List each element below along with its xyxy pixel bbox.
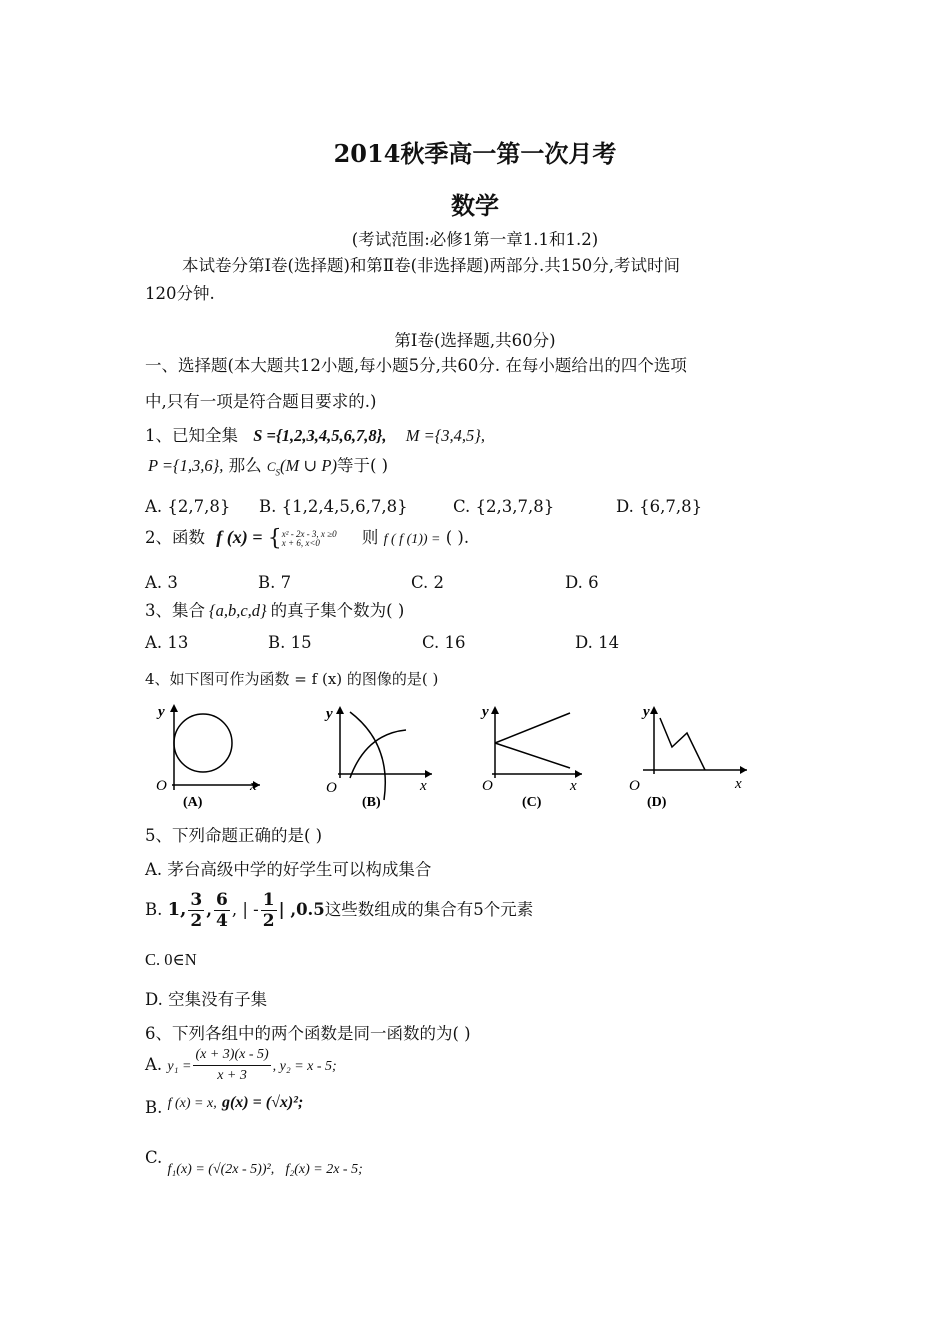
q1-option-a: A. {2,7,8} (145, 497, 231, 516)
graph-b-x-label: x (420, 778, 427, 794)
graph-c-x-label: x (570, 778, 577, 794)
q2-pieces (282, 530, 337, 548)
q1-arg: (M ∪ P) (280, 456, 337, 475)
q6-c-f1: f₁(x) = (√(2x - 5))², (167, 1162, 275, 1177)
q5-b-fraction-2-den: 4 (216, 911, 228, 931)
q2-piece-2: x + 6, x<0 (281, 537, 320, 548)
graph-a-y-label: y (158, 704, 165, 720)
graph-c-y-label: y (482, 704, 489, 720)
q5-option-b: B. 1, $\frac{3}{2}$ , $\frac{6}{4}$ , | - $\frac{1}{2}$ | ,0.5这些数组成的集合有5个元素 (145, 890, 534, 931)
q1-option-b: B. {1,2,4,5,6,7,8} (259, 497, 408, 516)
q5-option-d: D. 空集没有子集 (145, 990, 268, 1009)
q1-set-s: S ={1,2,3,4,5,6,7,8}, (253, 426, 387, 445)
graph-b (320, 700, 440, 810)
intro-line-2: 120分钟. (145, 284, 215, 303)
q1-complement: C (266, 459, 276, 474)
q1-set-m: M ={3,4,5}, (405, 426, 486, 445)
q5-b-fraction-3 (261, 890, 277, 931)
q2-piece-1: x² - 2x - 3, x ≥0 (281, 528, 337, 539)
graph-c-label: (C) (522, 795, 542, 810)
graph-c-line-1 (495, 713, 570, 743)
exam-title: 2014秋季高一第一次月考 (333, 139, 617, 168)
graph-c-line-2 (495, 743, 570, 768)
q6-a-fraction (193, 1045, 270, 1086)
q6-a-prefix: A. (145, 1055, 163, 1074)
q5-b-one: 1, (167, 899, 187, 920)
q2-prefix: 2、函数 (145, 528, 205, 547)
q2-tail: ( ). (445, 528, 470, 547)
q1-option-d: D. {6,7,8} (616, 497, 703, 516)
q2-option-c: C. 2 (411, 573, 445, 592)
q1-option-c: C. {2,3,7,8} (453, 497, 555, 516)
section1-line-1: 一、选择题(本大题共12小题,每小题5分,共60分. 在每小题给出的四个选项 (145, 356, 687, 375)
q3-option-c: C. 16 (422, 633, 466, 652)
q2-ffx: f ( f (1)) = (383, 532, 441, 547)
q6-text: 6、下列各组中的两个函数是同一函数的为( ) (145, 1024, 471, 1043)
q5-option-c: C. 0∈N (145, 950, 197, 969)
subject-title: 数学 (451, 191, 499, 220)
q6-b-f: f (x) = x, (167, 1096, 217, 1111)
q3-prefix: 3、集合 (145, 601, 205, 620)
part1-heading: 第Ⅰ卷(选择题,共60分) (394, 331, 556, 350)
q6-a-denominator: x + 3 (217, 1068, 247, 1083)
q6-b-prefix: B. (145, 1098, 163, 1117)
q5-b-fraction-3-num: 1 (262, 890, 275, 910)
graph-b-label: (B) (362, 795, 381, 810)
q1-complement-sub: S (275, 467, 281, 478)
q5-option-a: A. 茅台高级中学的好学生可以构成集合 (145, 860, 432, 879)
q2-then: 则 (361, 528, 379, 547)
graph-a-label: (A) (183, 795, 203, 810)
q6-option-c (145, 1148, 363, 1177)
graph-c (478, 700, 588, 810)
graph-c-y-arrow (491, 706, 499, 714)
q6-a-y1: y₁ = (167, 1059, 192, 1074)
intro-line-1: 本试卷分第Ⅰ卷(选择题)和第Ⅱ卷(非选择题)两部分.共150分,考试时间 (182, 256, 680, 275)
q4-text: 4、如下图可作为函数 = f (x) 的图像的是( ) (145, 670, 439, 688)
graph-b-y-arrow (336, 706, 344, 714)
q2-option-d: D. 6 (565, 573, 599, 592)
q3-tail: 的真子集个数为( ) (270, 601, 405, 620)
q5-b-fraction-1-num: 3 (190, 890, 203, 910)
q5-b-fraction-1-den: 2 (190, 911, 203, 931)
q5-b-abs-close: | ,0.5 (278, 900, 325, 919)
graph-d-origin: O (629, 778, 640, 794)
q5-text: 5、下列命题正确的是( ) (145, 826, 323, 845)
graph-b-y-label: y (326, 706, 333, 722)
graph-d (625, 700, 755, 810)
q6-b-g: g(x) = (√x)²; (221, 1094, 304, 1111)
graph-d-x-label: x (735, 776, 742, 792)
q3-line (145, 597, 404, 621)
q1-tail: 等于( ) (336, 456, 389, 475)
graph-a-x-label: x (250, 778, 257, 794)
graph-d-x-arrow (740, 766, 747, 774)
q3-option-d: D. 14 (575, 633, 620, 652)
q3-option-b: B. 15 (268, 633, 312, 652)
graph-a-curve (174, 714, 232, 772)
q6-c-prefix: C. (145, 1148, 163, 1167)
graph-d-y-label: y (643, 704, 650, 720)
q6-option-a (145, 1045, 337, 1086)
q6-c-f2: f₂(x) = 2x - 5; (285, 1162, 363, 1177)
graph-a-y-arrow (170, 704, 178, 712)
graph-b-curve-2 (350, 730, 406, 778)
q5-b-fraction-3-den: 2 (262, 911, 275, 931)
section1-line-2: 中,只有一项是符合题目要求的.) (145, 392, 377, 411)
graph-b-origin: O (326, 780, 337, 796)
graph-d-curve (660, 718, 705, 770)
q5-b-prefix: B. (145, 900, 163, 919)
q6-option-b (145, 1094, 304, 1118)
q2-line (145, 524, 469, 551)
q6-a-y2: , y₂ = x - 5; (272, 1059, 337, 1074)
graph-b-x-arrow (425, 770, 432, 778)
graph-c-x-arrow (575, 770, 582, 778)
graph-a (150, 700, 265, 810)
q5-b-fraction-2 (214, 890, 230, 931)
q1-line-2 (148, 452, 388, 477)
q5-b-fraction-2-num: 6 (216, 890, 228, 910)
graph-a-origin: O (156, 778, 167, 794)
q5-b-tail: 这些数组成的集合有5个元素 (324, 900, 534, 919)
q2-brace: { (267, 526, 282, 551)
q1-set-p: P ={1,3,6}, (148, 456, 224, 475)
q5-b-fraction-1 (188, 890, 204, 931)
q2-fx: f (x) = (216, 527, 263, 547)
q3-option-a: A. 13 (145, 633, 189, 652)
q1-prefix: 1、已知全集 (145, 426, 238, 445)
q6-a-numerator: (x + 3)(x - 5) (193, 1045, 270, 1066)
q2-option-b: B. 7 (258, 573, 292, 592)
q5-b-abs-open: , | - (231, 900, 259, 919)
graph-c-origin: O (482, 778, 493, 794)
exam-scope: (考试范围:必修1第一章1.1和1.2) (351, 230, 599, 249)
q3-set: {a,b,c,d} (209, 601, 267, 620)
graph-d-y-arrow (650, 706, 658, 714)
q1-line-1 (145, 422, 485, 446)
graph-d-label: (D) (647, 795, 667, 810)
graph-b-curve-1 (350, 712, 385, 800)
q2-option-a: A. 3 (145, 573, 178, 592)
q1-then: 那么 (228, 456, 262, 475)
